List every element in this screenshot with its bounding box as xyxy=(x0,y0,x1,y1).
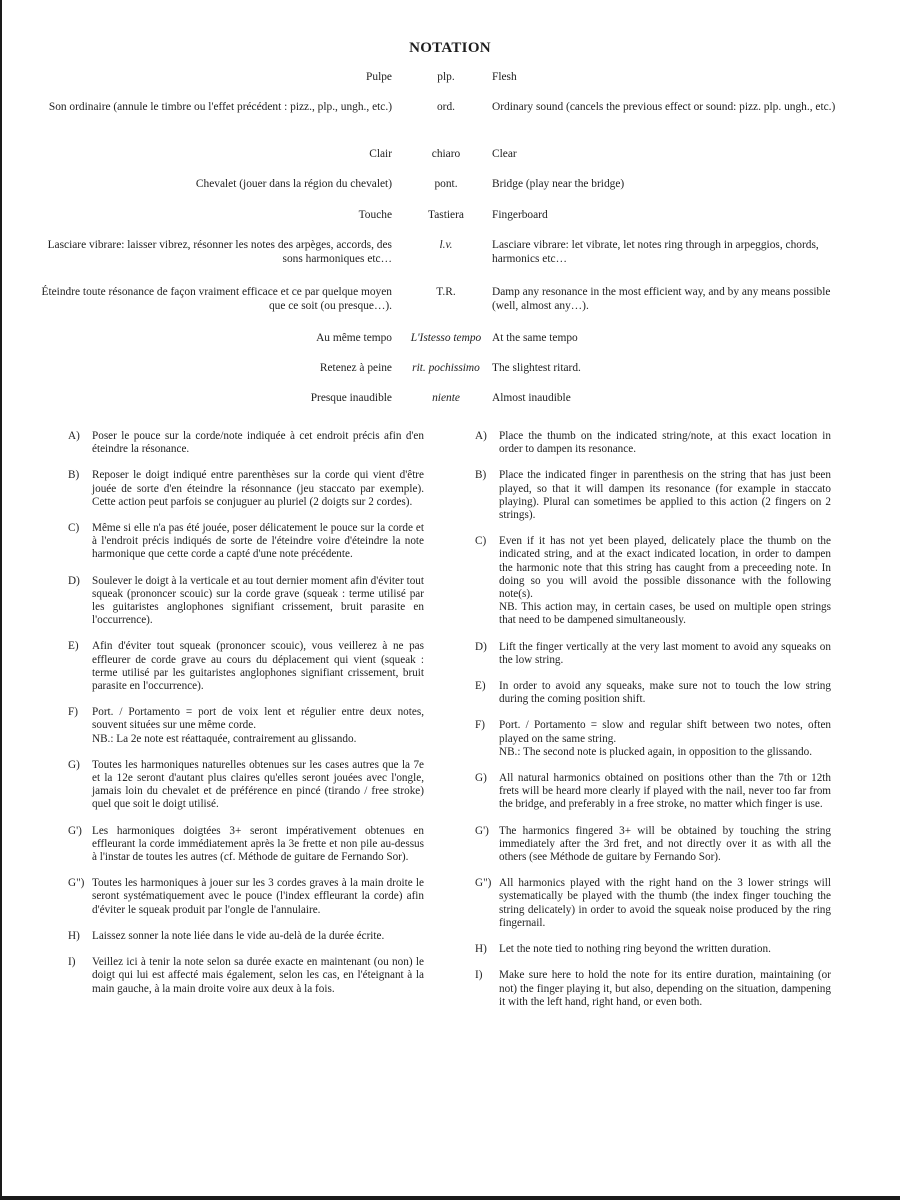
notation-abbreviation: T.R. xyxy=(436,286,456,298)
note-item-fr xyxy=(68,575,424,628)
note-letter: H) xyxy=(68,929,80,942)
note-text: Lift the finger vertically at the very last moment to avoid any squeaks on the low string. xyxy=(499,640,831,666)
note-text: Laissez sonner la note liée dans le vide au-delà de la durée écrite. xyxy=(92,929,385,942)
notation-abbreviation: niente xyxy=(432,392,460,404)
notation-abbreviation: rit. pochissimo xyxy=(412,362,480,374)
note-letter: B) xyxy=(475,469,487,482)
note-letter: F) xyxy=(68,706,78,719)
notation-french-term: Éteindre toute résonance de façon vraiment efficace et ce par quelque moyen que ce soit (ou presque…). xyxy=(41,286,392,312)
note-letter: D) xyxy=(68,574,80,587)
note-item-fr xyxy=(68,469,424,509)
note-item-en xyxy=(475,641,831,667)
note-letter: C) xyxy=(475,535,487,548)
notation-french-term: Lasciare vibrare: laisser vibrez, résonner les notes des arpèges, accords, des sons harmoniques etc… xyxy=(47,239,392,265)
notation-abbreviation: ord. xyxy=(436,101,456,113)
notation-english-term: Bridge (play near the bridge) xyxy=(492,178,625,190)
note-letter: E) xyxy=(68,640,79,653)
note-letter: G") xyxy=(475,877,492,890)
note-text: Port. / Portamento = slow and regular shift between two notes, often played on the same string. NB.: The second note is plucked again, in opposition to the glissando. xyxy=(499,719,831,758)
note-text: Toutes les harmoniques naturelles obtenues sur les cases autres que la 7e et la 12e seront d'autant plus claires qu'elles seront jouées avec l'ongle, jamais loin du chevalet et de préférence en pincé (tirando / free stroke) quel que soit le doigt utilisé. xyxy=(92,758,424,811)
note-letter: I) xyxy=(68,956,76,969)
note-text: Veillez ici à tenir la note selon sa durée exacte en maintenant (ou non) le doigt qui lui est affecté mais également, selon les cas, en l'éteignant à la main gauche, à la main droite voire aux deux à la fois. xyxy=(92,956,424,995)
note-item-en xyxy=(475,969,831,1009)
notation-english-term: The slightest ritard. xyxy=(492,362,581,374)
note-item-fr xyxy=(68,877,424,917)
note-item-en xyxy=(475,430,831,456)
notation-english-term: Lasciare vibrare: let vibrate, let notes ring through in arpeggios, chords, harmonics etc… xyxy=(492,239,819,265)
note-letter: G") xyxy=(68,877,85,890)
notation-french-term: Presque inaudible xyxy=(310,392,392,404)
note-letter: F) xyxy=(475,719,485,732)
note-letter: G) xyxy=(475,772,487,785)
note-item-fr xyxy=(68,522,424,562)
note-item-en xyxy=(475,877,831,930)
note-text: Les harmoniques doigtées 3+ seront impérativement obtenues en effleurant la corde immédiatement après la 3e frette et non pile au-dessus à l'instar de toutes les autres (cf. Méthode de guitare de Fernando Sor). xyxy=(92,824,424,864)
note-text: Reposer le doigt indiqué entre parenthèses sur la corde qui vient d'être jouée de sorte d'en éteindre la résonnance (jeu staccato par exemple). Cette action peut parfois se conjuguer au pluriel (2 doigts sur 2 cordes). xyxy=(92,469,424,508)
note-letter: A) xyxy=(68,430,80,442)
note-text: In order to avoid any squeaks, make sure not to touch the low string during the coming position shift. xyxy=(499,680,831,706)
note-item-en xyxy=(475,772,831,812)
note-text: Afin d'éviter tout squeak (prononcer scouic), vous veillerez à ne pas effleurer de corde grave au cours du déplacement qui vient (squeak : terme utilisé par les guitaristes anglophones signifiant crissement, bruit parasite en l'occurrence). xyxy=(92,640,424,693)
note-item-fr xyxy=(68,825,424,865)
note-item-en xyxy=(475,719,831,759)
note-letter: G) xyxy=(68,758,80,771)
page-left-border xyxy=(0,0,2,1200)
note-letter: H) xyxy=(475,943,487,956)
note-item-fr xyxy=(68,430,424,456)
note-text: Make sure here to hold the note for its entire duration, maintaining (or not) the finger playing it, but also, depending on the situation, dampening it with the left hand, right hand, or even both. xyxy=(499,969,831,1008)
page-title: NOTATION xyxy=(409,40,491,56)
note-item-fr xyxy=(68,930,424,943)
note-text: Toutes les harmoniques à jouer sur les 3 cordes graves à la main droite le seront systématiquement avec le pouce (l'index effleurant la corde) afin d'éviter le squeak produit par l'ongle de l'annulaire. xyxy=(92,877,424,916)
note-item-fr xyxy=(68,956,424,996)
note-text: Place the thumb on the indicated string/note, at this exact location in order to dampen its resonance. xyxy=(499,430,831,456)
notation-english-term: Ordinary sound (cancels the previous effect or sound: pizz. plp. ungh., etc.) xyxy=(492,101,836,113)
notation-english-term: Flesh xyxy=(492,71,517,83)
note-letter: B) xyxy=(68,469,80,482)
notation-french-term: Retenez à peine xyxy=(319,362,392,374)
note-item-en xyxy=(475,943,831,956)
french-notes-column xyxy=(68,430,424,1009)
note-item-fr xyxy=(68,640,424,693)
notation-english-term: Fingerboard xyxy=(492,209,548,221)
note-letter: I) xyxy=(475,969,483,982)
notation-abbreviation: l.v. xyxy=(439,239,453,251)
note-text: Poser le pouce sur la corde/note indiquée à cet endroit précis afin d'en éteindre la résonance. xyxy=(92,430,424,456)
note-letter: G') xyxy=(475,824,489,837)
note-item-en xyxy=(475,680,831,706)
note-text: All natural harmonics obtained on positions other than the 7th or 12th frets will be heard more clearly if played with the nail, never too far from the bridge, and preferably in a free stroke, no matter which finger is use. xyxy=(499,772,831,811)
note-item-fr xyxy=(68,759,424,812)
english-notes-column xyxy=(475,430,831,1022)
page-bottom-border xyxy=(0,1196,900,1200)
notation-french-term: Chevalet (jouer dans la région du chevalet) xyxy=(195,178,392,190)
note-text: Même si elle n'a pas été jouée, poser délicatement le pouce sur la corde et à l'endroit précis indiqués de sorte de l'éteindre voire d'éteindre la note harmonique que cette corde a capté d'une note précédente. xyxy=(92,522,424,561)
notation-french-term: Son ordinaire (annule le timbre ou l'effet précédent : pizz., plp., ungh., etc.) xyxy=(48,101,392,113)
notation-english-term: Clear xyxy=(492,148,517,160)
note-item-fr xyxy=(68,706,424,746)
notation-english-term: Almost inaudible xyxy=(492,392,571,404)
note-text: Port. / Portamento = port de voix lent et régulier entre deux notes, souvent situées sur une même corde. NB.: La 2e note est réattaquée, contrairement au glissando. xyxy=(92,706,424,745)
notation-abbreviation: pont. xyxy=(434,178,458,190)
note-item-en xyxy=(475,825,831,865)
notation-abbreviation: chiaro xyxy=(431,148,461,160)
note-text: Even if it has not yet been played, delicately place the thumb on the indicated string, and at the exact indicated location, in order to dampen the harmonic note that this string has caught from a preceeding note. In doing so you will avoid the possible dissonance with the following note(s). NB. This action may, in certain cases, be used on multiple open strings that need to be dampened simultaneously. xyxy=(499,535,831,627)
note-item-en xyxy=(475,469,831,522)
note-text: Soulever le doigt à la verticale et au tout dernier moment afin d'éviter tout squeak (prononcer scouic) sur la corde grave (squeak : terme utilisé par les guitaristes anglophones signifiant crissement, bruit parasite en l'occurrence). xyxy=(92,574,424,627)
note-text: Place the indicated finger in parenthesis on the string that has just been played, so that it will dampen its resonance (for example in staccato playing). Plural can sometimes be applied to this action (2 fingers on 2 strings). xyxy=(499,469,831,522)
note-text: The harmonics fingered 3+ will be obtained by touching the string immediately after the 3rd fret, and not directly over it as with all the others (see Méthode de guitare by Fernando Sor). xyxy=(499,824,831,864)
notation-english-term: At the same tempo xyxy=(492,332,578,344)
note-letter: C) xyxy=(68,522,80,535)
note-letter: D) xyxy=(475,640,487,653)
notation-french-term: Touche xyxy=(358,209,392,221)
notation-french-term: Au même tempo xyxy=(316,332,392,344)
note-letter: E) xyxy=(475,680,486,693)
notation-english-term: Damp any resonance in the most efficient way, and by any means possible (well, almost any…). xyxy=(492,286,831,312)
notation-abbreviation: Tastiera xyxy=(428,209,464,221)
notation-french-term: Pulpe xyxy=(366,71,392,83)
note-letter: G') xyxy=(68,824,82,837)
notation-abbreviation: L'Istesso tempo xyxy=(410,332,482,344)
note-item-en xyxy=(475,535,831,627)
note-text: All harmonics played with the right hand on the 3 lower strings will systematically be played with the thumb (the index finger touching the string delicately) in order to avoid the squeak noise produced by the ring fingernail. xyxy=(499,877,831,929)
note-text: Let the note tied to nothing ring beyond the written duration. xyxy=(499,943,771,956)
notation-abbreviation: plp. xyxy=(437,71,455,83)
notation-french-term: Clair xyxy=(369,148,392,160)
note-letter: A) xyxy=(475,430,487,442)
